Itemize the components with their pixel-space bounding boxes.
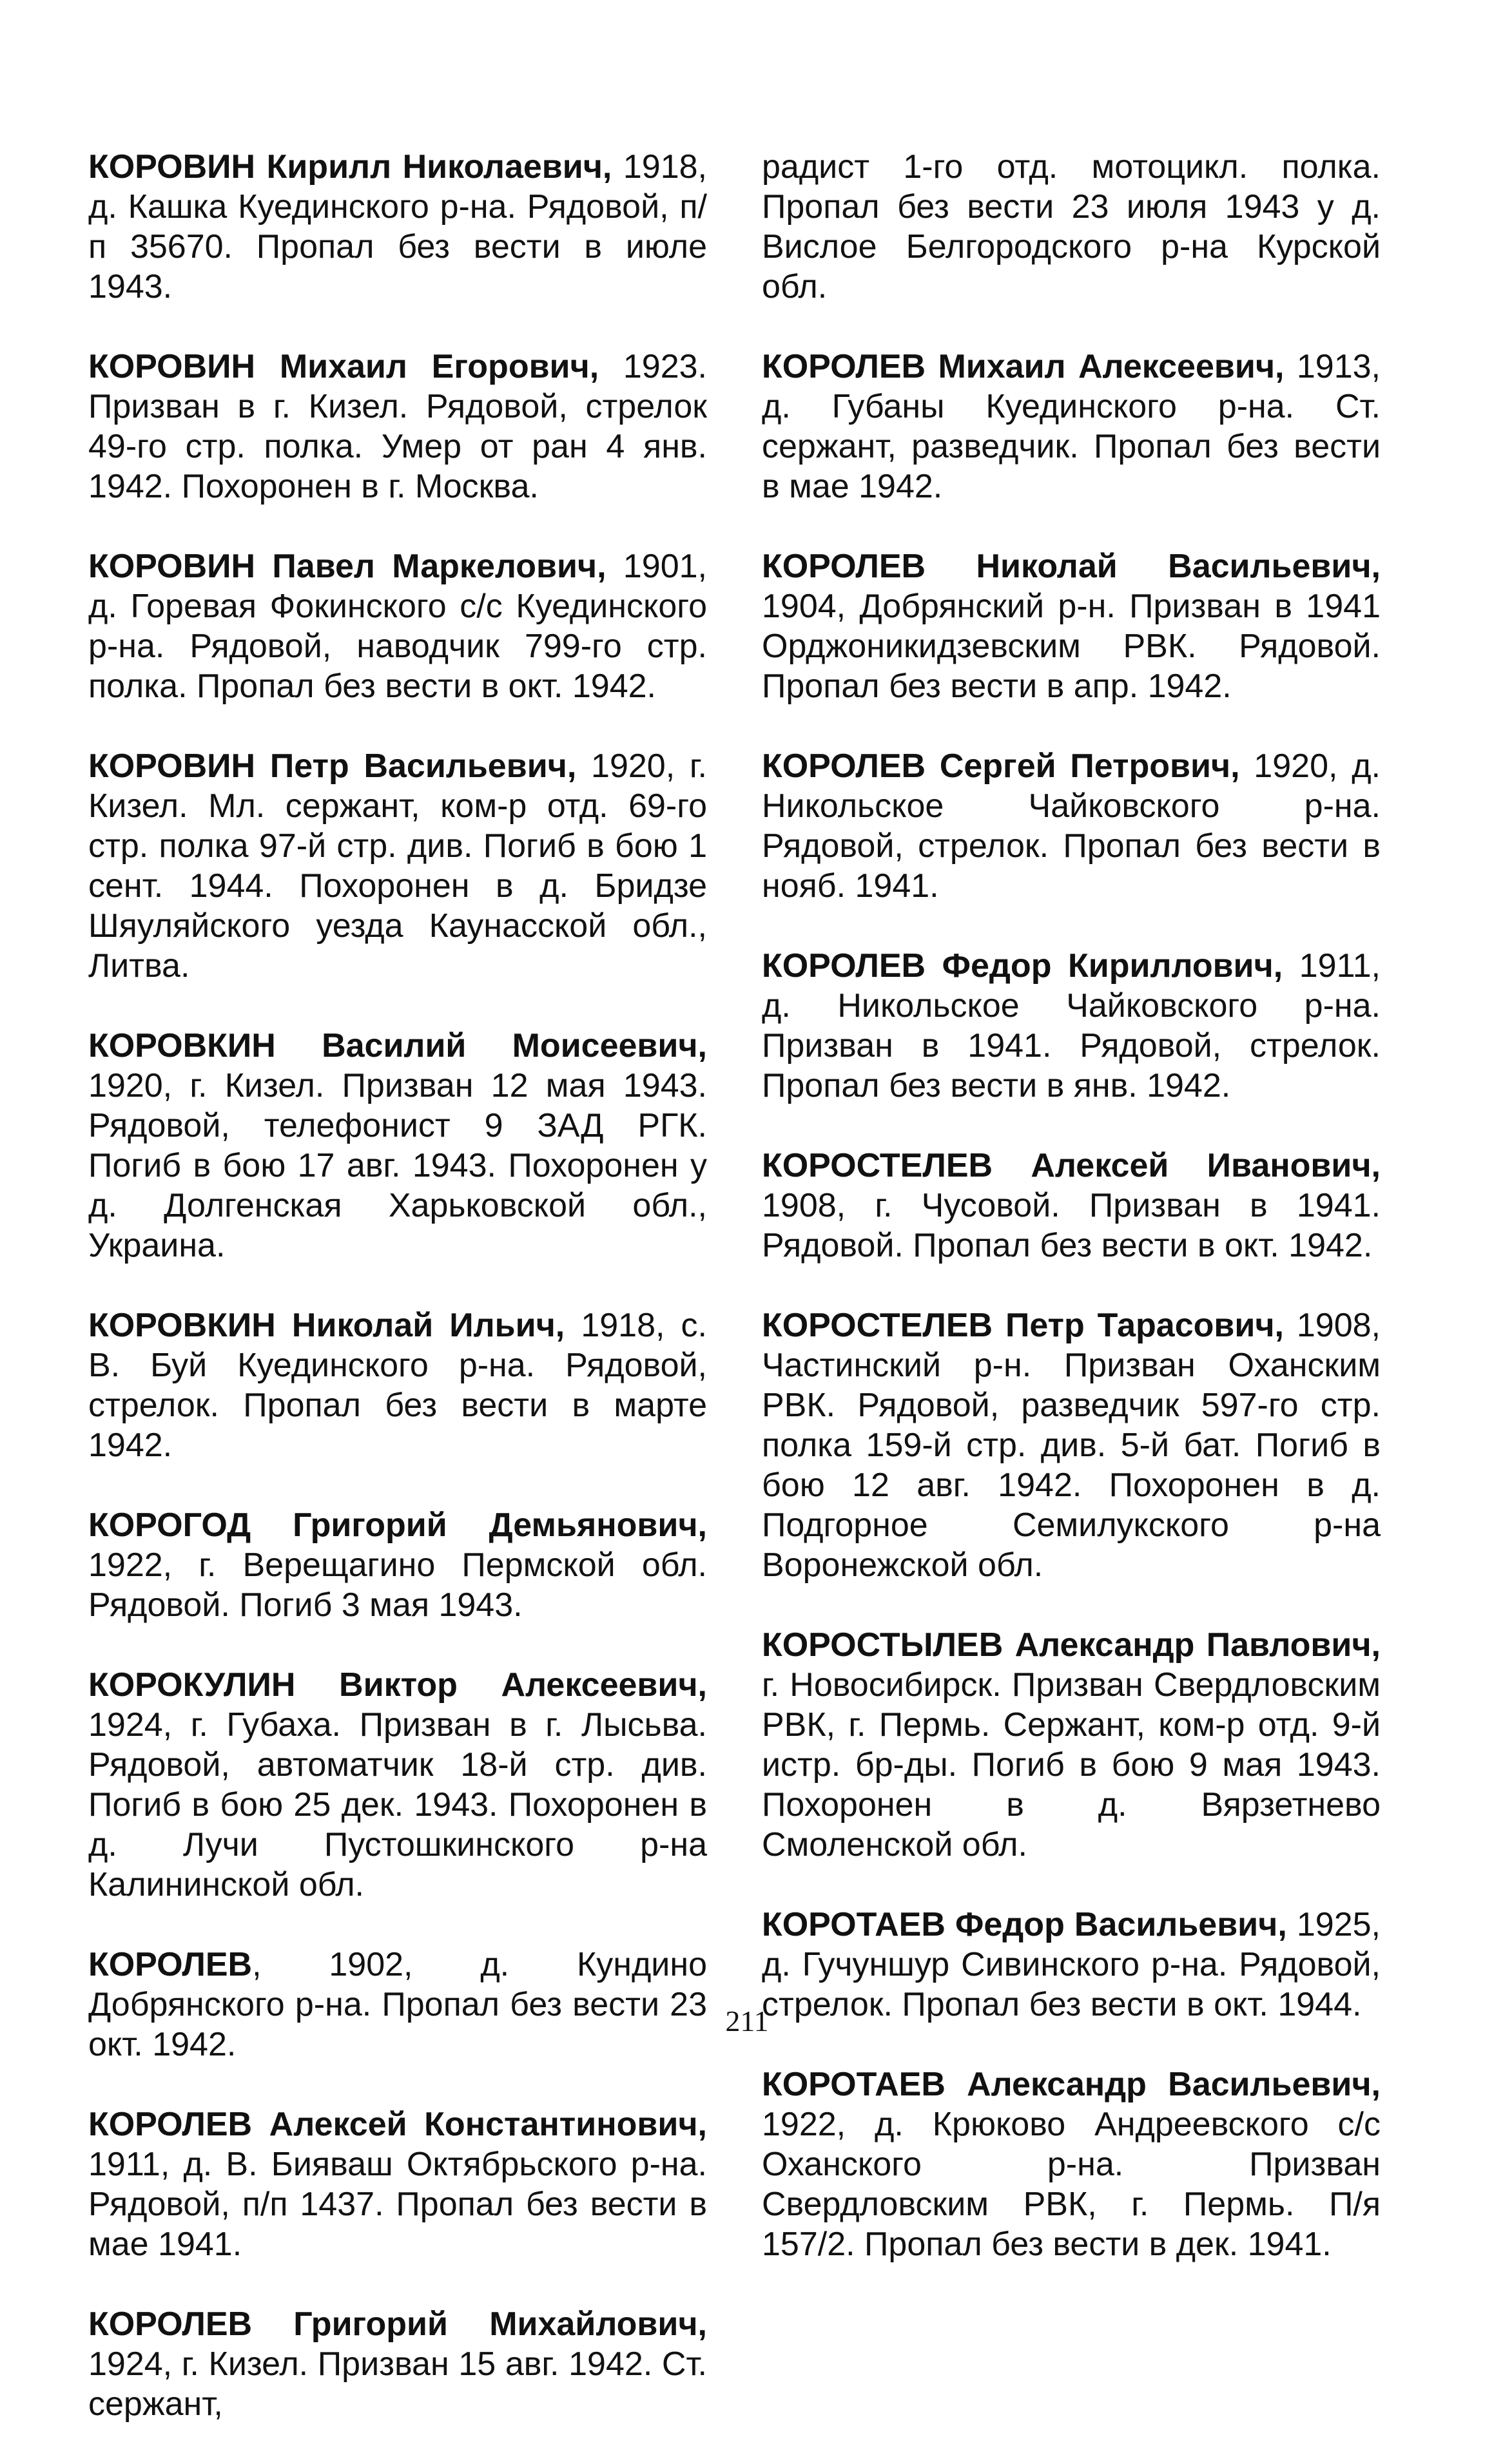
- entry: [762, 1625, 1381, 1865]
- entry: [762, 347, 1381, 506]
- entry-name: КОРОЛЕВ Федор Кириллович,: [762, 947, 1283, 985]
- entry-name: КОРОВИН Кирилл Николаевич,: [88, 148, 612, 186]
- entry: [88, 147, 707, 307]
- entry-text: 1920, г. Кизел. Мл. сержант, ком-р отд. 69-го стр. полка 97-й стр. див. Погиб в бою 1 сент. 1944. Похоронен в д. Бридзе Шяуляйского уезда Каунасской обл., Литва.: [88, 747, 707, 985]
- entry-text: , 1902, д. Кундино Добрянского р-на. Пропал без вести 23 окт. 1942.: [88, 1946, 707, 2063]
- entry-name: КОРОВИН Петр Васильевич,: [88, 747, 577, 785]
- entry-name: КОРОКУЛИН Виктор Алексеевич,: [88, 1666, 707, 1704]
- entry-text: 1911, д. Никольское Чайковского р-на. Призван в 1941. Рядовой, стрелок. Пропал без вести в янв. 1942.: [762, 947, 1381, 1104]
- entry: [762, 147, 1381, 307]
- page-number: 211: [725, 2005, 769, 2037]
- entry-name: КОРОСТЕЛЕВ Петр Тарасович,: [762, 1307, 1284, 1344]
- entry-name: КОРОЛЕВ Алексей Константинович,: [88, 2106, 707, 2143]
- entry-text: 1911, д. В. Бияваш Октябрьского р-на. Рядовой, п/п 1437. Пропал без вести в мае 1941.: [88, 2146, 707, 2263]
- entry: [88, 546, 707, 706]
- entry-name: КОРОВИН Михаил Егорович,: [88, 348, 599, 385]
- entry: [88, 1665, 707, 1905]
- entry-name: КОРОЛЕВ Григорий Михайлович,: [88, 2305, 707, 2343]
- entry-text: 1920, д. Никольское Чайковского р-на. Рядовой, стрелок. Пропал без вести в нояб. 1941.: [762, 747, 1381, 905]
- entry-text: 1908, Частинский р-н. Призван Оханским РВК. Рядовой, разведчик 597-го стр. полка 159-й стр. див. 5-й бат. Погиб в бою 12 авг. 1942. Похоронен в д. Подгорное Семилукского р-на Воронежской обл.: [762, 1307, 1381, 1584]
- entry-text: 1918, с. В. Буй Куединского р-на. Рядовой, стрелок. Пропал без вести в марте 1942.: [88, 1307, 707, 1464]
- entry: [88, 2104, 707, 2264]
- entry: [88, 347, 707, 506]
- entry-text: 1924, г. Кизел. Призван 15 авг. 1942. Ст. сержант,: [88, 2345, 707, 2423]
- entry: [762, 1305, 1381, 1585]
- entry-text: 1904, Добрянский р-н. Призван в 1941 Орджоникидзевским РВК. Рядовой. Пропал без вести в апр. 1942.: [762, 588, 1381, 705]
- entry-name: КОРОТАЕВ Федор Васильевич,: [762, 1906, 1287, 1943]
- entry-name: КОРОЛЕВ Михаил Алексеевич,: [762, 348, 1285, 385]
- entry: [762, 2065, 1381, 2264]
- left-column: [88, 147, 707, 2464]
- entry-name: КОРОСТЕЛЕВ Алексей Иванович,: [762, 1147, 1381, 1184]
- entry-text: 1922, д. Крюково Андреевского с/с Оханского р-на. Призван Свердловским РВК, г. Пермь. П/я 157/2. Пропал без вести в дек. 1941.: [762, 2106, 1381, 2263]
- entry: [762, 746, 1381, 906]
- entry-text: радист 1-го отд. мотоцикл. полка. Пропал без вести 23 июля 1943 у д. Вислое Белгородского р-на Курской обл.: [762, 148, 1381, 305]
- entry-text: 1925, д. Гучуншур Сивинского р-на. Рядовой, стрелок. Пропал без вести в окт. 1944.: [762, 1906, 1381, 2023]
- entry: [88, 2304, 707, 2424]
- entry-name: КОРОВИН Павел Маркелович,: [88, 548, 606, 585]
- entry: [762, 946, 1381, 1106]
- entry-name: КОРОСТЫЛЕВ Александр Павлович,: [762, 1626, 1381, 1664]
- entry: [88, 1305, 707, 1465]
- entry-name: КОРОТАЕВ Александр Васильевич,: [762, 2066, 1381, 2103]
- entry: [762, 546, 1381, 706]
- entry-name: КОРОГОД Григорий Демьянович,: [88, 1506, 707, 1544]
- entry-text: 1924, г. Губаха. Призван в г. Лысьва. Рядовой, автоматчик 18-й стр. див. Погиб в бою 25 дек. 1943. Похоронен в д. Лучи Пустошкинского р-на Калининской обл.: [88, 1706, 707, 1903]
- entry: [88, 1026, 707, 1266]
- entry-text: 1918, д. Кашка Куединского р-на. Рядовой, п/п 35670. Пропал без вести в июле 1943.: [88, 148, 707, 305]
- entry-text: 1913, д. Губаны Куединского р-на. Ст. сержант, разведчик. Пропал без вести в мае 1942.: [762, 348, 1381, 505]
- entry-text: 1922, г. Верещагино Пермской обл. Рядовой. Погиб 3 мая 1943.: [88, 1546, 707, 1624]
- entry-text: г. Новосибирск. Призван Свердловским РВК, г. Пермь. Сержант, ком-р отд. 9-й истр. бр-ды. Погиб в бою 9 мая 1943. Похоронен в д. Вярзетнево Смоленской обл.: [762, 1666, 1381, 1863]
- entry: [762, 1146, 1381, 1266]
- entry: [88, 746, 707, 986]
- entry-name: КОРОВКИН Николай Ильич,: [88, 1307, 565, 1344]
- entry: [88, 1505, 707, 1625]
- entry-text: 1923. Призван в г. Кизел. Рядовой, стрелок 49-го стр. полка. Умер от ран 4 янв. 1942. Похоронен в г. Москва.: [88, 348, 708, 505]
- entry-text: 1920, г. Кизел. Призван 12 мая 1943. Рядовой, телефонист 9 ЗАД РГК. Погиб в бою 17 авг. 1943. Похоронен у д. Долгенская Харьковской обл., Украина.: [88, 1067, 707, 1264]
- right-column: [762, 147, 1381, 2304]
- entry-name: КОРОЛЕВ Сергей Петрович,: [762, 747, 1240, 785]
- entry-text: 1901, д. Горевая Фокинского с/с Куединского р-на. Рядовой, наводчик 799-го стр. полка. Пропал без вести в окт. 1942.: [88, 548, 707, 705]
- entry-name: КОРОВКИН Василий Моисеевич,: [88, 1027, 707, 1064]
- entry-name: КОРОЛЕВ Николай Васильевич,: [762, 548, 1381, 585]
- entry-name: КОРОЛЕВ: [88, 1946, 253, 1983]
- entry-text: 1908, г. Чусовой. Призван в 1941. Рядовой. Пропал без вести в окт. 1942.: [762, 1187, 1381, 1264]
